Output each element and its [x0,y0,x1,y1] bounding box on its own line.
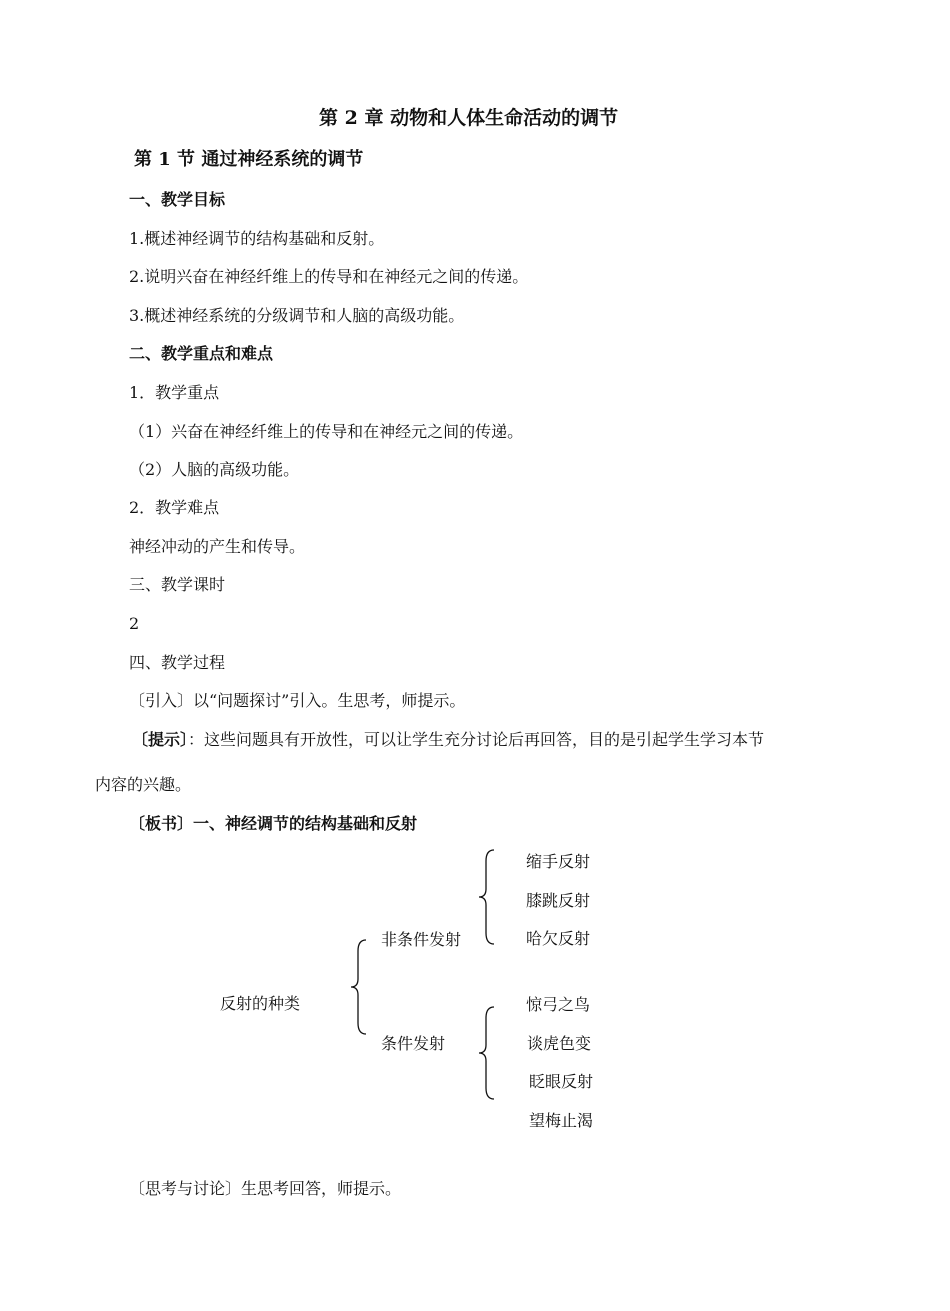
hint-paragraph [132,729,764,751]
key-points-heading: 二、教学重点和难点 [129,344,274,363]
root-brace [350,939,370,1035]
objective-item: 3.概述神经系统的分级调节和人脑的高级功能。 [129,306,465,325]
unconditioned-example: 哈欠反射 [526,929,591,948]
board-writing: 〔板书〕一、神经调节的结构基础和反射 [129,814,418,833]
unconditioned-label: 非条件发射 [381,930,462,949]
unconditioned-example: 膝跳反射 [526,891,591,910]
section-title: 第 1 节 通过神经系统的调节 [134,149,364,170]
objectives-heading: 一、教学目标 [129,190,226,209]
unconditioned-brace [478,849,498,945]
hint-label: 〔提示〕 [132,730,189,749]
objective-item: 1.概述神经调节的结构基础和反射。 [129,229,385,248]
key-point-item: （1）兴奋在神经纤维上的传导和在神经元之间的传递。 [129,422,524,441]
hint-text: ：这些问题具有开放性，可以让学生充分讨论后再回答，目的是引起学生学习本节 [188,730,765,749]
difficulty-text: 神经冲动的产生和传导。 [129,537,306,556]
class-hours-value: 2 [129,614,140,633]
conditioned-label: 条件发射 [381,1034,446,1053]
objective-item: 2.说明兴奋在神经纤维上的传导和在神经元之间的传递。 [129,267,529,286]
hint-continuation: 内容的兴趣。 [95,775,192,794]
conditioned-example: 眨眼反射 [529,1072,594,1091]
class-hours-heading: 三、教学课时 [129,575,226,594]
key-point-item: （2）人脑的高级功能。 [129,460,300,479]
conditioned-example: 望梅止渴 [529,1111,594,1130]
conditioned-example: 惊弓之鸟 [526,995,591,1014]
discussion-paragraph: 〔思考与讨论〕生思考回答，师提示。 [129,1179,402,1198]
conditioned-brace [478,1006,498,1100]
unconditioned-example: 缩手反射 [526,852,591,871]
conditioned-example: 谈虎色变 [527,1034,592,1053]
key-points-label: 1．教学重点 [129,383,220,402]
chapter-title: 第 2 章 动物和人体生命活动的调节 [319,107,619,129]
diagram-root-label: 反射的种类 [220,994,301,1013]
difficulty-label: 2．教学难点 [129,498,220,517]
process-heading: 四、教学过程 [129,653,226,672]
intro-paragraph: 〔引入〕以“问题探讨”引入。生思考，师提示。 [129,691,466,710]
